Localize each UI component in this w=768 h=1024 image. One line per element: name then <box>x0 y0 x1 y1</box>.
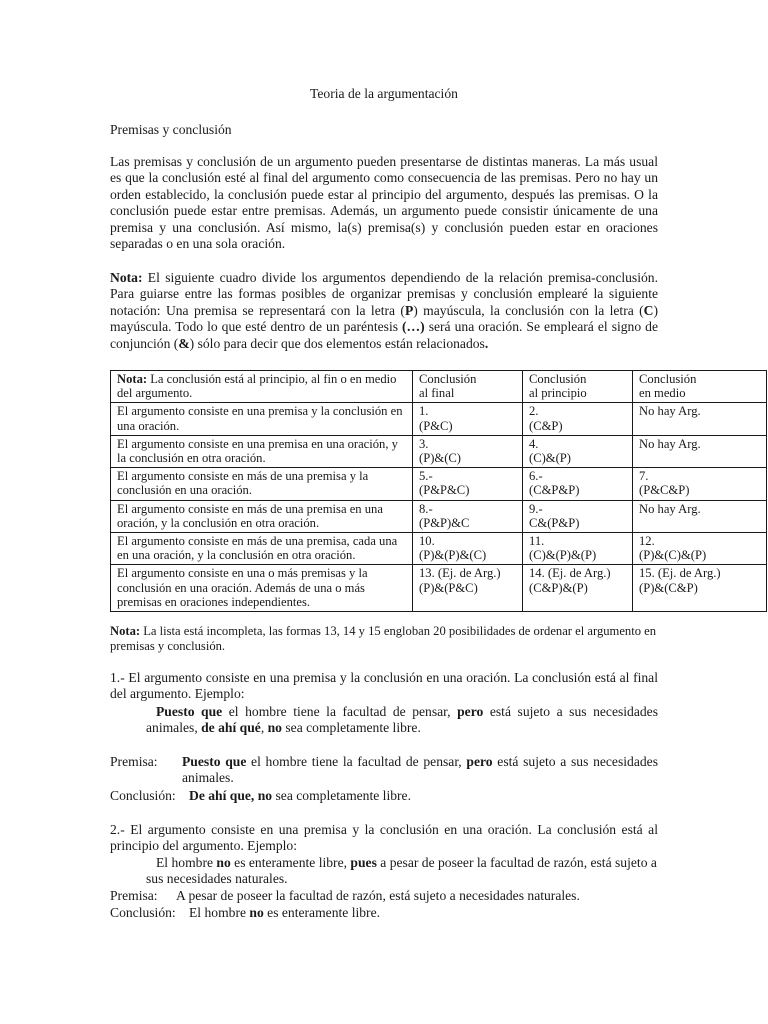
premisa-label: Premisa: <box>110 754 158 769</box>
table-header-row <box>111 371 767 403</box>
table-row <box>111 435 767 467</box>
header-col-principio: Conclusión al principio <box>523 371 633 403</box>
cell-principio: 9.- C&(P&P) <box>523 500 633 532</box>
nota-text: ) mayúscula. Todo lo que esté dentro de un paréntesis <box>110 302 659 335</box>
table-row <box>111 403 767 435</box>
cell-final: 10. (P)&(P)&(C) <box>413 533 523 565</box>
connector-bold: no <box>216 855 231 870</box>
section-2-premisa <box>110 888 658 904</box>
table-row <box>111 500 767 532</box>
conclusion-label: Conclusión: <box>110 788 176 803</box>
nota-label: Nota: <box>110 270 143 285</box>
connector-bold: Puesto que <box>156 704 223 719</box>
cell-medio: 7. (P&C&P) <box>633 468 767 500</box>
footnote-label: Nota: <box>110 624 141 638</box>
example-text: está sujeto a sus necesidades animales. <box>182 754 658 786</box>
example-text: es enteramente libre. <box>263 905 381 920</box>
section-1-premisa <box>110 754 658 787</box>
cell-medio: 15. (Ej. de Arg.) (P)&(C&P) <box>633 565 767 612</box>
example-text: está sujeto a sus necesidades animales, <box>146 704 658 736</box>
cell-medio: 12. (P)&(C)&(P) <box>633 533 767 565</box>
connector-bold: pero <box>457 704 484 719</box>
notation-amp: & <box>178 335 190 351</box>
cell-final: 8.- (P&P)&C <box>413 500 523 532</box>
section-1-conclusion <box>110 788 658 804</box>
conclusion-text <box>189 905 658 921</box>
section-2-example <box>146 855 658 888</box>
table-note-text: La conclusión está al principio, al fin o en medio del argumento. <box>117 372 397 401</box>
table-header-note <box>111 371 413 403</box>
example-text: El hombre <box>156 855 217 870</box>
nota-text: El siguiente cuadro divide los argumentos dependiendo de la relación premisa-conclusión. Para guiarse entre las formas posibles de organizar premisas y conclusión emplearé la siguiente notación: Una premisa se representará con la letra ( <box>110 270 658 318</box>
row-description: El argumento consiste en más de una premisa en una oración, y la conclusión en otra oración. <box>111 500 413 532</box>
notation-p: P <box>404 302 414 318</box>
cell-principio: 11. (C)&(P)&(P) <box>523 533 633 565</box>
nota-dot: . <box>484 335 489 351</box>
table-row <box>111 468 767 500</box>
argument-forms-table <box>110 370 767 612</box>
nota-text: será una oración. Se empleará el signo de conjunción ( <box>110 319 658 351</box>
conclusion-label: Conclusión: <box>110 905 176 920</box>
cell-final: 3. (P)&(C) <box>413 435 523 467</box>
connector-bold: Puesto que <box>182 754 247 769</box>
nota-paragraph <box>110 270 658 352</box>
example-text: sea completamente libre. <box>281 720 421 736</box>
footnote-text: La lista está incompleta, las formas 13, 14 y 15 engloban 20 posibilidades de ordenar el argumento en premisas y conclusión. <box>110 624 657 653</box>
cell-medio: No hay Arg. <box>633 435 767 467</box>
connector-bold: De ahí que, no <box>189 788 273 803</box>
cell-principio: 14. (Ej. de Arg.) (C&P)&(P) <box>523 565 633 612</box>
connector-bold: no <box>267 720 282 736</box>
intro-paragraph: Las premisas y conclusión de un argumento pueden presentarse de distintas maneras. La más usual es que la conclusión esté al final del argumento como consecuencia de las premisas. Pero no hay un orden establecido, la conclusión puede estar al principio del argumento, después las premisas. O la conclusión puede estar entre premisas. Además, un argumento puede consistir únicamente de una premisa y una conclusión. Así mismo, la(s) premisa(s) y conclusión pueden estar en oraciones separadas o en una sola oración. <box>110 154 658 252</box>
section-1-text: 1.- El argumento consiste en una premisa y la conclusión en una oración. La conclusión está al final del argumento. Ejemplo: <box>110 670 658 702</box>
cell-principio: 2. (C&P) <box>523 403 633 435</box>
connector-bold: pues <box>350 855 377 870</box>
row-description: El argumento consiste en una premisa y la conclusión en una oración. <box>111 403 413 435</box>
row-description: El argumento consiste en una o más premisas y la conclusión en una oración. Además de una o más premisas en oraciones independientes. <box>111 565 413 612</box>
row-description: El argumento consiste en más de una premisa, cada una en una oración, y la conclusión en otra oración. <box>111 533 413 565</box>
example-text: es enteramente libre, <box>230 855 351 870</box>
premisa-label: Premisa: <box>110 888 158 903</box>
table-row <box>111 533 767 565</box>
cell-medio: No hay Arg. <box>633 500 767 532</box>
section-2-text: 2.- El argumento consiste en una premisa y la conclusión en una oración. La conclusión está al principio del argumento. Ejemplo: <box>110 822 658 854</box>
header-col-medio: Conclusión en medio <box>633 371 767 403</box>
page-title: Teoria de la argumentación <box>310 86 458 101</box>
nota-text: ) sólo para decir que dos elementos están relacionados <box>189 335 485 351</box>
cell-medio: No hay Arg. <box>633 403 767 435</box>
section-2-conclusion <box>110 905 658 921</box>
row-description: El argumento consiste en una premisa en una oración, y la conclusión en otra oración. <box>111 435 413 467</box>
cell-final: 5.- (P&P&C) <box>413 468 523 500</box>
cell-final: 1. (P&C) <box>413 403 523 435</box>
cell-final: 13. (Ej. de Arg.) (P)&(P&C) <box>413 565 523 612</box>
cell-principio: 4. (C)&(P) <box>523 435 633 467</box>
table-note-label: Nota: <box>117 372 148 386</box>
cell-principio: 6.- (C&P&P) <box>523 468 633 500</box>
connector-bold: pero <box>466 754 493 769</box>
example-text: a pesar de poseer la facultad de razón, está sujeto a sus necesidades naturales. <box>146 855 657 887</box>
section-heading: Premisas y conclusión <box>110 122 232 137</box>
example-text: El hombre <box>189 905 250 920</box>
example-text: sea completamente libre. <box>272 788 411 803</box>
notation-paren: (…) <box>402 319 425 335</box>
premisa-text <box>182 754 658 787</box>
example-text: , <box>260 720 268 736</box>
table-row <box>111 565 767 612</box>
header-col-final: Conclusión al final <box>413 371 523 403</box>
premisa-text: A pesar de poseer la facultad de razón, está sujeto a necesidades naturales. <box>176 888 580 903</box>
notation-c: C <box>643 302 654 318</box>
section-1-example <box>146 704 658 737</box>
connector-bold: de ahí qué <box>201 720 261 736</box>
table-footnote <box>110 624 658 653</box>
nota-text: ) mayúscula, la conclusión con la letra ( <box>413 302 644 318</box>
connector-bold: no <box>249 905 264 920</box>
conclusion-text <box>189 788 658 804</box>
example-text: el hombre tiene la facultad de pensar, <box>222 704 458 719</box>
row-description: El argumento consiste en más de una premisa y la conclusión en una oración. <box>111 468 413 500</box>
example-text: el hombre tiene la facultad de pensar, <box>246 754 467 769</box>
